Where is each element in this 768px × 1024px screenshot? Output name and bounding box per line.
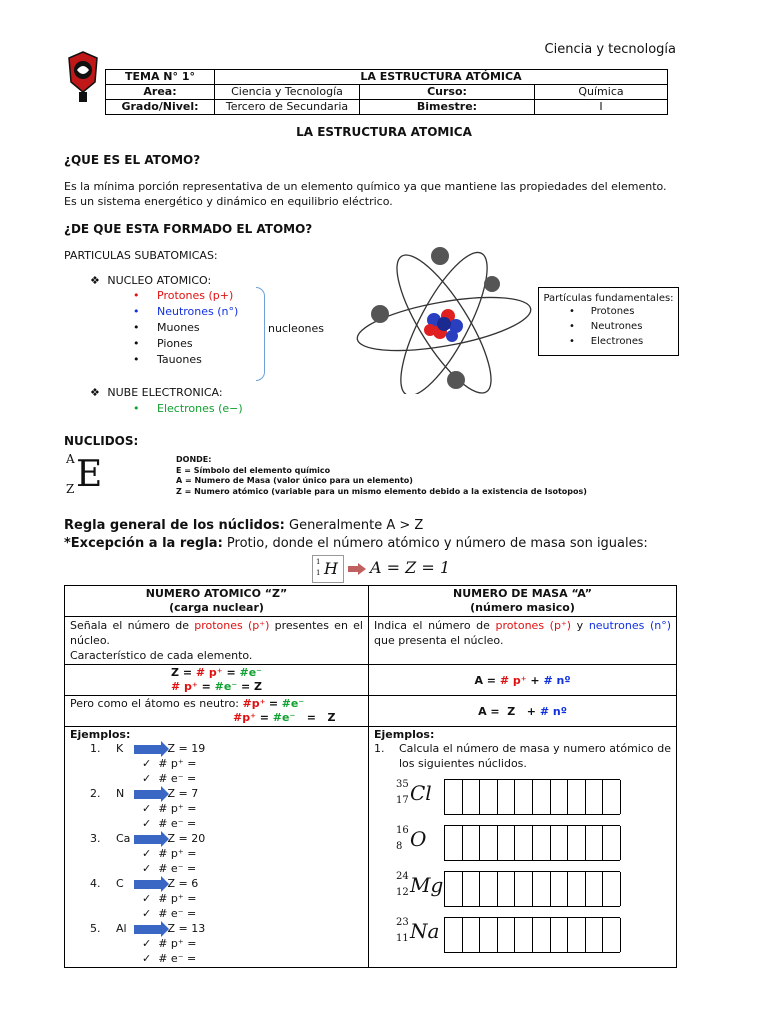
z-column-header: NUMERO ATOMICO “Z” (carga nuclear)	[65, 586, 369, 617]
header-subject: Ciencia y tecnología	[544, 42, 676, 57]
nuclide-row	[374, 865, 671, 909]
diamond-bullet-icon: ❖	[90, 274, 100, 287]
example-item: 2. N Z = 7 ✓ # p⁺ = ✓ # e⁻ =	[90, 787, 199, 830]
nuclide-row	[374, 773, 671, 817]
answer-grid[interactable]	[444, 871, 620, 907]
checkmark-icon: ✓	[142, 937, 152, 950]
rule-exception: *Excepción a la regla: Protio, donde el número atómico y número de masa son iguales:	[64, 536, 648, 551]
nuclide-symbol: 16 8 O	[396, 825, 427, 852]
answer-grid[interactable]	[444, 779, 620, 815]
nuclide-symbol: 23 11 Na	[396, 917, 440, 944]
list-item: • Electrones	[569, 336, 644, 347]
checkmark-icon: ✓	[142, 772, 152, 785]
example-item: 4. C Z = 6 ✓ # p⁺ = ✓ # e⁻ =	[90, 877, 199, 920]
cloud-particles-list	[113, 401, 243, 417]
definition-line-2: Es un sistema energético y dinámico en equilibrio eléctrico.	[64, 195, 393, 208]
answer-grid[interactable]	[444, 917, 620, 953]
nucleus-heading: ❖ NUCLEO ATOMICO:	[90, 274, 212, 287]
examples-list	[70, 741, 363, 966]
list-item: • Electrones (e−)	[133, 402, 243, 415]
cloud-heading: ❖ NUBE ELECTRONICA:	[90, 386, 223, 399]
a-examples: Ejemplos: 1. Calcula el número de masa y numero atómico de los siguientes núclidos. 35 17 Cl 16 8 O 24 12 Mg 23 11 Na	[369, 727, 677, 968]
a-formula-z: A = Z + # nº	[369, 696, 677, 727]
topic-value: LA ESTRUCTURA ATÓMICA	[215, 70, 668, 85]
example-item: 1. K Z = 19 ✓ # p⁺ = ✓ # e⁻ =	[90, 742, 206, 785]
z-description: Señala el número de protones (p⁺) presentes en el núcleo. Característico de cada elemento.	[65, 617, 369, 665]
checkmark-icon: ✓	[142, 802, 152, 815]
section-heading-what: ¿QUE ES EL ATOMO?	[64, 153, 201, 167]
topic-label: TEMA N° 1°	[106, 70, 215, 85]
nuclide-row	[374, 819, 671, 863]
protium-symbol: 1 1 H	[312, 555, 344, 583]
arrow-right-icon	[348, 563, 366, 575]
area-label: Area:	[106, 85, 215, 100]
definition-line-1: Es la mínima porción representativa de un elemento químico ya que mantiene las propiedades del elemento.	[64, 180, 667, 193]
box-title: Partículas fundamentales:	[543, 293, 674, 304]
electron-icon	[371, 305, 389, 323]
arrow-right-icon	[134, 880, 162, 889]
electron-icon	[447, 371, 465, 389]
checkmark-icon: ✓	[142, 862, 152, 875]
fundamental-particles-box	[538, 287, 679, 356]
protium-formula: A = Z = 1	[370, 558, 451, 577]
electron-icon	[431, 247, 449, 265]
course-value: Química	[535, 85, 668, 100]
arrow-right-icon	[134, 835, 162, 844]
diamond-bullet-icon: ❖	[90, 386, 100, 399]
box-list	[569, 304, 678, 349]
nuclide-notation: A Z E	[66, 452, 103, 496]
nuclide-symbol: 24 12 Mg	[396, 871, 444, 898]
checkmark-icon: ✓	[142, 817, 152, 830]
subatomic-label: PARTICULAS SUBATOMICAS:	[64, 249, 218, 262]
example-item: 3. Ca Z = 20 ✓ # p⁺ = ✓ # e⁻ =	[90, 832, 206, 875]
atomic-number-mass-table	[64, 585, 677, 968]
neutral-atom-formula: Pero como el átomo es neutro: #p⁺ = #e⁻ #p⁺ = #e⁻ = Z	[65, 696, 369, 727]
checkmark-icon: ✓	[142, 907, 152, 920]
nuclides-heading: NUCLIDOS:	[64, 434, 139, 448]
exercise-task: 1. Calcula el número de masa y numero atómico de los siguientes núclidos.	[374, 742, 671, 770]
list-item: • Muones	[133, 321, 200, 334]
curly-brace-icon	[256, 287, 265, 381]
z-formula: Z = # p⁺ = #e⁻ # p⁺ = #e⁻ = Z	[65, 665, 369, 696]
electron-icon	[484, 276, 500, 292]
nucleus-particles-list	[113, 288, 238, 368]
a-description: Indica el número de protones (p⁺) y neutrones (n°) que presenta el núcleo.	[369, 617, 677, 665]
a-formula: A = # p⁺ + # nº	[369, 665, 677, 696]
list-item: • Protones	[569, 306, 635, 317]
arrow-right-icon	[134, 925, 162, 934]
general-rule: Regla general de los núclidos: Generalmente A > Z	[64, 518, 424, 533]
area-value: Ciencia y Tecnología	[215, 85, 360, 100]
arrow-right-icon	[134, 745, 162, 754]
checkmark-icon: ✓	[142, 757, 152, 770]
list-item: • Neutrones	[569, 321, 643, 332]
grade-label: Grado/Nivel:	[106, 100, 215, 115]
term-label: Bimestre:	[360, 100, 535, 115]
list-item: • Piones	[133, 337, 193, 350]
z-examples: Ejemplos: 1. K Z = 19 ✓ # p⁺ = ✓ # e⁻ = 2. N Z = 7 ✓ # p⁺ = ✓ # e⁻ = 3. Ca Z = 20 ✓ # p⁺ = ✓ # e⁻ = 4. C Z = 6 ✓ # p⁺ = ✓ # e⁻ = 5. Al Z = 13 ✓ # p⁺ = ✓ # e⁻ =	[65, 727, 369, 968]
list-item: • Protones (p+)	[133, 289, 234, 302]
list-item: • Neutrones (n°)	[133, 305, 239, 318]
term-value: I	[535, 100, 668, 115]
course-label: Curso:	[360, 85, 535, 100]
list-item: • Tauones	[133, 353, 202, 366]
course-info-table	[105, 69, 668, 115]
atom-illustration	[352, 244, 532, 394]
checkmark-icon: ✓	[142, 847, 152, 860]
example-item: 5. Al Z = 13 ✓ # p⁺ = ✓ # e⁻ =	[90, 922, 206, 965]
grade-value: Tercero de Secundaria	[215, 100, 360, 115]
nuclide-legend: DONDE: E = Símbolo del elemento químico A = Numero de Masa (valor único para un elemento) Z = Numero atómico (variable para un mismo elemento debido a la existencia de Isotopos)	[176, 455, 587, 496]
nuclide-symbol: 35 17 Cl	[396, 779, 432, 806]
nuclides-exercise	[374, 773, 671, 955]
nucleus-icon	[424, 309, 463, 342]
checkmark-icon: ✓	[142, 952, 152, 965]
a-column-header: NUMERO DE MASA “A” (número masico)	[369, 586, 677, 617]
answer-grid[interactable]	[444, 825, 620, 861]
checkmark-icon: ✓	[142, 892, 152, 905]
section-heading-composition: ¿DE QUE ESTA FORMADO EL ATOMO?	[64, 222, 313, 236]
page-title: LA ESTRUCTURA ATOMICA	[296, 125, 472, 139]
school-logo	[64, 48, 102, 106]
nucleons-label: nucleones	[268, 322, 325, 335]
arrow-right-icon	[134, 790, 162, 799]
nuclide-row	[374, 911, 671, 955]
